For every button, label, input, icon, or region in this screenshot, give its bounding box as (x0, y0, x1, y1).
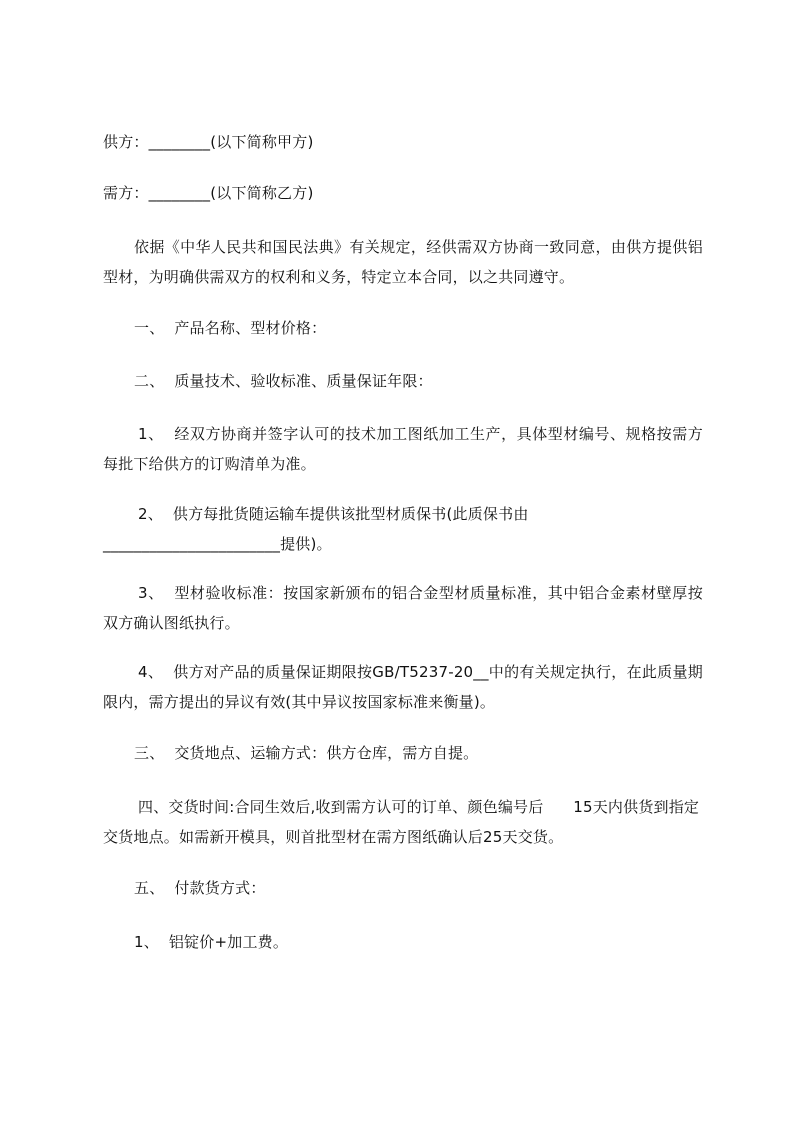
section-2-heading: 二、 质量技术、验收标准、质量保证年限： (134, 372, 433, 390)
item-2-3: 3、 型材验收标准：按国家新颁布的铝合金型材质量标准，其中铝合金素材壁厚按双方确认图纸执行。 (103, 584, 703, 632)
preamble-paragraph: 依据《中华人民共和国民法典》有关规定，经供需双方协商一致同意，由供方提供铝型材，为明确供需双方的权利和义务，特定立本合同，以之共同遵守。 (103, 238, 703, 286)
buyer-line: 需方：________(以下简称乙方) (103, 184, 314, 202)
item-2-1: 1、 经双方协商并签字认可的技术加工图纸加工生产，具体型材编号、规格按需方每批下给供方的订购清单为准。 (103, 425, 703, 473)
section-3-heading: 三、 交货地点、运输方式：供方仓库，需方自提。 (134, 744, 479, 762)
item-2-2: 2、 供方每批货随运输车提供该批型材质保书(此质保书由_______________________提供)。 (103, 505, 529, 553)
item-5-1: 1、 铝锭价+加工费。 (134, 933, 289, 951)
section-4-paragraph: 四、交货时间:合同生效后,收到需方认可的订单、颜色编号后 15天内供货到指定交货地点。如需新开模具，则首批型材在需方图纸确认后25天交货。 (103, 798, 700, 846)
supplier-line: 供方：________(以下简称甲方) (103, 133, 314, 151)
section-1-heading: 一、 产品名称、型材价格： (134, 319, 327, 337)
section-5-heading: 五、 付款货方式： (134, 879, 266, 897)
item-2-4: 4、 供方对产品的质量保证期限按GB/T5237-20__中的有关规定执行，在此质量期限内，需方提出的异议有效(其中异议按国家标准来衡量)。 (103, 663, 703, 711)
